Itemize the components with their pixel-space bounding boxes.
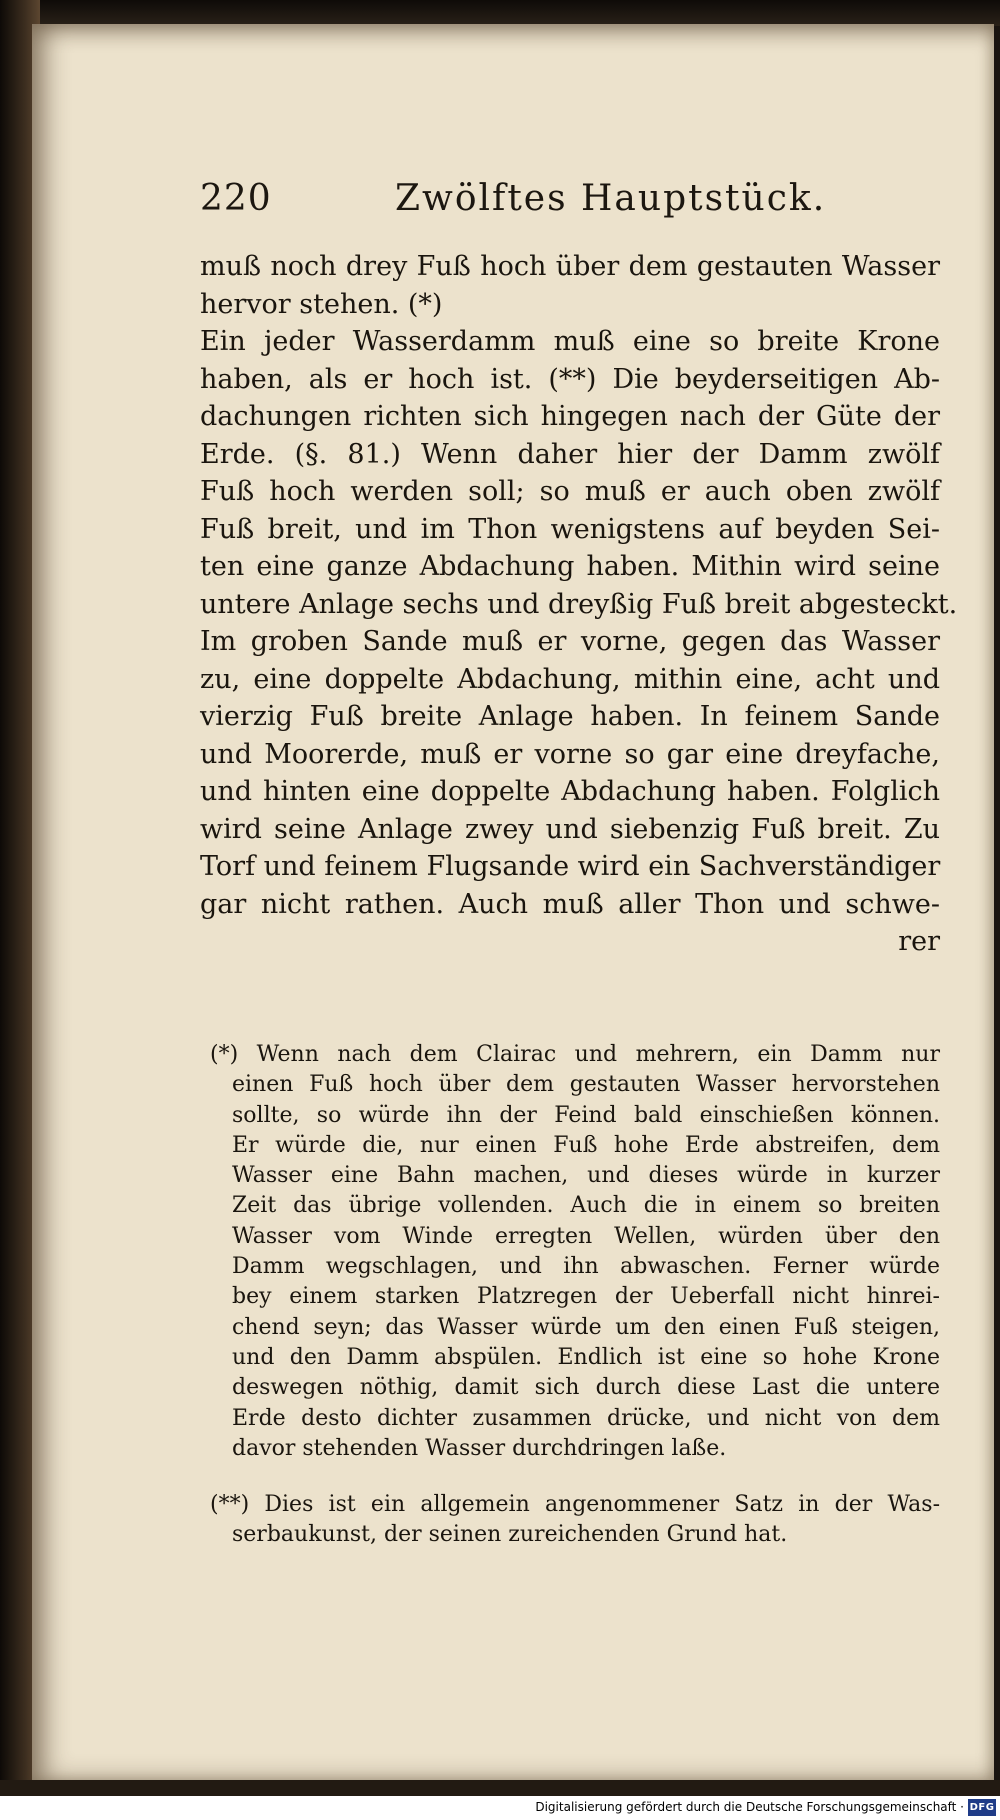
footnote-line: (**) Dies ist ein allgemein angenommener Satz in der Was- bbox=[210, 1492, 940, 1518]
footnotes bbox=[210, 1040, 940, 1551]
text-line: Torf und feinem Flugsande wird ein Sachverständiger bbox=[200, 851, 941, 882]
text-line: vierzig Fuß breite Anlage haben. In feinem Sande bbox=[200, 701, 940, 732]
footnote-line: einen Fuß hoch über dem gestauten Wasser hervorstehen bbox=[232, 1072, 940, 1098]
digitization-footer bbox=[0, 1796, 1000, 1820]
footnote-line: und den Damm abspülen. Endlich ist eine so hohe Krone bbox=[232, 1344, 940, 1370]
footnote-line: chend seyn; das Wasser würde um den einen Fuß steigen, bbox=[232, 1314, 940, 1340]
text-line: dachungen richten sich hingegen nach der Güte der bbox=[200, 401, 940, 432]
text-line: Ein jeder Wasserdamm muß eine so breite Krone bbox=[200, 326, 940, 357]
text-line: Fuß hoch werden soll; so muß er auch oben zwölf bbox=[200, 476, 940, 507]
footnote-line: sollte, so würde ihn der Feind bald einschießen können. bbox=[232, 1102, 940, 1128]
footnote-line: Zeit das übrige vollenden. Auch die in einem so breiten bbox=[232, 1193, 940, 1219]
text-line: Fuß breit, und im Thon wenigstens auf beyden Sei- bbox=[200, 513, 940, 545]
catchword: rer bbox=[898, 926, 940, 957]
body-text bbox=[200, 248, 958, 961]
footnote-line: Wasser eine Bahn machen, und dieses würde in kurzer bbox=[232, 1163, 940, 1189]
page-number: 220 bbox=[200, 178, 272, 219]
footnote-line: bey einem starken Platzregen der Ueberfall nicht hinrei- bbox=[232, 1284, 940, 1310]
text-line: muß noch drey Fuß hoch über dem gestauten Wasser bbox=[200, 251, 940, 282]
text-line: Erde. (§. 81.) Wenn daher hier der Damm zwölf bbox=[200, 438, 940, 470]
text-line: gar nicht rathen. Auch muß aller Thon und schwe- bbox=[200, 888, 940, 920]
text-line: zu, eine doppelte Abdachung, mithin eine, acht und bbox=[200, 663, 940, 695]
footnote-line: Er würde die, nur einen Fuß hohe Erde abstreifen, dem bbox=[232, 1132, 940, 1158]
text-line: hervor stehen. (*) bbox=[200, 288, 443, 320]
scan-top-edge bbox=[0, 0, 1000, 26]
footnote-line: Erde desto dichter zusammen drücke, und nicht von dem bbox=[232, 1405, 940, 1431]
footnote-line: (*) Wenn nach dem Clairac und mehrern, ein Damm nur bbox=[210, 1042, 940, 1067]
text-line: ten eine ganze Abdachung haben. Mithin wird seine bbox=[200, 551, 940, 582]
footnote-line: Wasser vom Winde erregten Wellen, würden über den bbox=[232, 1223, 940, 1249]
text-line: und hinten eine doppelte Abdachung haben. Folglich bbox=[200, 776, 940, 807]
footnote-line: Damm wegschlagen, und ihn abwaschen. Ferner würde bbox=[232, 1254, 940, 1280]
text-line: Im groben Sande muß er vorne, gegen das Wasser bbox=[200, 626, 940, 657]
footnote-line: deswegen nöthig, damit sich durch diese Last die untere bbox=[232, 1375, 940, 1401]
footnote-line: davor stehenden Wasser durchdringen laße. bbox=[232, 1435, 727, 1461]
text-line: wird seine Anlage zwey und siebenzig Fuß breit. Zu bbox=[200, 813, 940, 845]
footnote-line: serbaukunst, der seinen zureichenden Grund hat. bbox=[232, 1522, 788, 1548]
page-header bbox=[200, 178, 940, 228]
dfg-logo: DFG bbox=[968, 1799, 996, 1816]
scan-bottom-edge bbox=[0, 1780, 1000, 1796]
footer-credit: Digitalisierung gefördert durch die Deutsche Forschungsgemeinschaft · bbox=[535, 1800, 964, 1814]
running-head: Zwölftes Hauptstück. bbox=[395, 178, 827, 219]
text-line: haben, als er hoch ist. (**) Die beyderseitigen Ab- bbox=[200, 363, 940, 395]
text-line: und Moorerde, muß er vorne so gar eine dreyfache, bbox=[200, 738, 940, 770]
text-line: untere Anlage sechs und dreyßig Fuß breit abgesteckt. bbox=[200, 588, 958, 620]
